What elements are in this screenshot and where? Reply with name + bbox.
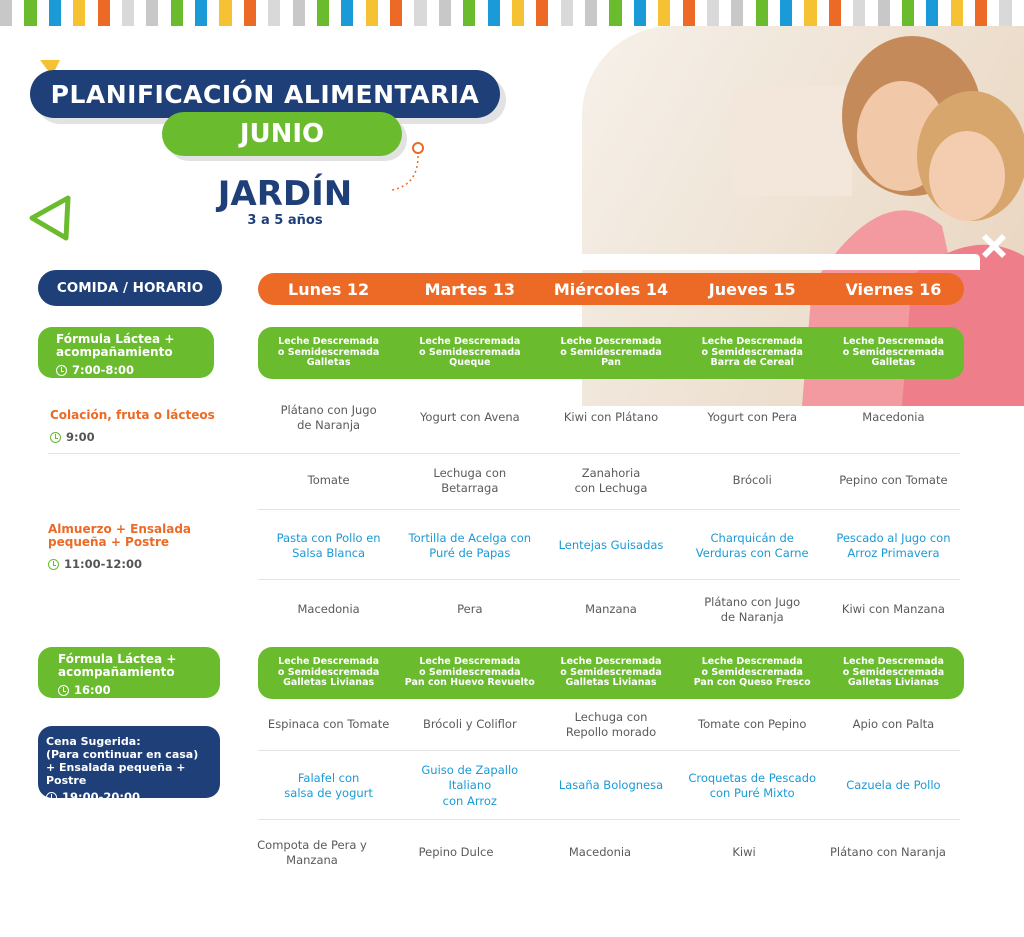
stripe [171, 0, 183, 26]
menu-cell-line: con Puré Mixto [709, 786, 795, 800]
menu-cell [672, 840, 816, 866]
menu-cell-line: Yogurt con Pera [707, 410, 798, 425]
menu-cell [399, 588, 540, 632]
stripe [146, 0, 158, 26]
day-friday: Viernes 16 [845, 279, 942, 299]
row-divider [258, 509, 960, 510]
section-almuerzo [48, 523, 191, 571]
menu-cell [540, 392, 681, 444]
menu-cell [540, 760, 681, 812]
row-divider [258, 750, 960, 751]
stripe [817, 0, 829, 26]
section-time [50, 430, 215, 444]
menu-cell-line: Tortilla de Acelga con [408, 530, 532, 545]
menu-cell [540, 458, 681, 504]
section-formula-afternoon [38, 647, 220, 698]
section-cena [38, 726, 220, 804]
clock-icon [46, 792, 57, 803]
row-divider [258, 579, 960, 580]
menu-cell-line: Yogurt con Avena [419, 410, 520, 425]
day-monday: Lunes 12 [288, 279, 370, 299]
menu-cell-line: o Semidescremada [701, 346, 803, 358]
menu-cell-line: Leche Descremada [560, 336, 662, 348]
menu-cell [823, 520, 964, 572]
menu-cell-line: Pan con Huevo Revuelto [404, 677, 535, 689]
menu-cell-line: Plátano con Jugo [280, 402, 377, 417]
menu-cell [258, 760, 399, 812]
section-time [58, 683, 176, 697]
stripe [256, 0, 268, 26]
menu-cell-line: Charquicán de [710, 530, 794, 545]
menu-cell-line: o Semidescremada [842, 346, 945, 358]
month-badge: JUNIO [162, 112, 402, 156]
photo-bottom-mask [0, 240, 1024, 270]
menu-cell-line: Pepino Dulce [418, 845, 494, 860]
menu-cell-line: Leche Descremada [278, 656, 380, 668]
stripe [12, 0, 24, 26]
stripe [780, 0, 792, 26]
menu-cell [258, 392, 399, 444]
stripe [914, 0, 926, 26]
menu-cell [258, 327, 399, 379]
stripe [622, 0, 634, 26]
stripe [317, 0, 329, 26]
menu-cell-line: Guiso de Zapallo Italiano [421, 762, 519, 793]
menu-cell [823, 760, 964, 812]
menu-cell-line: Plátano con Jugo [704, 594, 801, 609]
stripe [634, 0, 646, 26]
stripe [268, 0, 280, 26]
menu-cell-line: o Semidescremada [277, 666, 380, 678]
stripe [731, 0, 743, 26]
day-tuesday: Martes 13 [424, 279, 516, 299]
menu-cell [528, 840, 672, 866]
menu-row-almuerzo-plato [258, 520, 964, 572]
section-time [48, 557, 191, 571]
stripe [890, 0, 902, 26]
menu-cell [823, 647, 964, 699]
stripe [902, 0, 914, 26]
menu-cell-line: Tomate con Pepino [698, 717, 807, 732]
menu-cell [540, 327, 681, 379]
stripe [158, 0, 170, 26]
stripe [829, 0, 841, 26]
menu-row-almuerzo-ensalada [258, 458, 964, 504]
stripe [122, 0, 134, 26]
menu-cell [540, 588, 681, 632]
stripe [232, 0, 244, 26]
menu-row-formula-afternoon [258, 647, 964, 699]
stripe [573, 0, 585, 26]
stripe [414, 0, 426, 26]
section-name: Cena Sugerida: [46, 735, 141, 748]
stripe [646, 0, 658, 26]
menu-cell-line: Espinaca con Tomate [267, 717, 390, 732]
menu-cell-line: Brócoli [732, 473, 772, 488]
menu-cell [399, 704, 540, 746]
menu-cell-line: Pan con Queso Fresco [693, 677, 811, 689]
stripe [244, 0, 256, 26]
menu-cell [682, 647, 823, 699]
stripe [134, 0, 146, 26]
menu-cell [399, 327, 540, 379]
menu-cell-line: Leche Descremada [701, 336, 803, 348]
clock-icon [56, 365, 67, 376]
menu-cell-line: o Semidescremada [419, 666, 521, 678]
menu-cell [823, 458, 964, 504]
menu-cell [682, 520, 823, 572]
time-text: 11:00-12:00 [64, 557, 142, 571]
menu-cell-line: Brócoli y Coliflor [422, 717, 517, 732]
menu-cell [682, 760, 823, 812]
menu-cell-line: o Semidescremada [560, 346, 662, 358]
stripe [293, 0, 305, 26]
menu-row-cena-postre [240, 837, 960, 867]
stripe [61, 0, 73, 26]
menu-row-cena-plato [258, 760, 964, 812]
menu-cell-line: Verduras con Carne [695, 546, 809, 560]
stripe [804, 0, 816, 26]
menu-cell-line: Pan [601, 357, 621, 369]
stripe [841, 0, 853, 26]
menu-cell [682, 458, 823, 504]
menu-cell-line: Macedonia [568, 845, 632, 860]
stripe [85, 0, 97, 26]
stripe [512, 0, 524, 26]
section-time [56, 363, 174, 377]
stripe [451, 0, 463, 26]
menu-cell-line: Puré de Papas [429, 546, 511, 560]
menu-cell [823, 327, 964, 379]
menu-cell-line: o Semidescremada [277, 346, 380, 358]
days-header [258, 273, 964, 305]
stripe [37, 0, 49, 26]
stripe [195, 0, 207, 26]
stripe [305, 0, 317, 26]
stripe [280, 0, 292, 26]
menu-cell [682, 588, 823, 632]
clock-icon [58, 685, 69, 696]
menu-cell-line: Pepino con Tomate [839, 473, 948, 488]
stripe [853, 0, 865, 26]
section-name: acompañamiento [56, 345, 173, 359]
menu-cell-line: Leche Descremada [419, 656, 521, 668]
stripe [183, 0, 195, 26]
menu-cell [540, 704, 681, 746]
section-name: Fórmula Láctea + [56, 332, 175, 346]
menu-cell-line: Apio con Palta [852, 717, 935, 732]
menu-cell [258, 520, 399, 572]
menu-cell-line: Galletas [871, 357, 916, 369]
stripe [390, 0, 402, 26]
menu-cell [399, 392, 540, 444]
menu-cell-line: Kiwi con Plátano [563, 410, 659, 425]
stripe [561, 0, 573, 26]
level-title: JARDÍN [217, 174, 353, 214]
stripe [951, 0, 963, 26]
menu-cell [258, 588, 399, 632]
stripe [609, 0, 621, 26]
stripe [378, 0, 390, 26]
menu-cell-line: Repollo morado [565, 725, 657, 739]
menu-cell [258, 704, 399, 746]
stripe [792, 0, 804, 26]
stripe [329, 0, 341, 26]
menu-cell-line: de Naranja [720, 610, 784, 624]
menu-cell [258, 647, 399, 699]
menu-cell [816, 840, 960, 866]
stripe [999, 0, 1011, 26]
stripe [488, 0, 500, 26]
clock-icon [50, 432, 61, 443]
menu-cell-line: Salsa Blanca [292, 546, 366, 560]
menu-cell-line: Zanahoria [581, 465, 641, 480]
menu-cell [258, 458, 399, 504]
stripe [207, 0, 219, 26]
stripe [683, 0, 695, 26]
section-name: + Ensalada pequeña + Postre [46, 761, 186, 787]
stripe [366, 0, 378, 26]
stripe [963, 0, 975, 26]
section-name: Colación, fruta o lácteos [50, 408, 215, 422]
menu-cell [540, 520, 681, 572]
menu-cell-line: Kiwi con Manzana [841, 602, 945, 617]
menu-cell-line: Galletas Livianas [283, 677, 375, 689]
menu-cell-line: Barra de Cereal [710, 357, 794, 369]
stripe [548, 0, 560, 26]
stripe [597, 0, 609, 26]
stripe [865, 0, 877, 26]
menu-cell-line: Macedonia [862, 410, 925, 425]
menu-cell [682, 327, 823, 379]
section-name: (Para continuar en casa) [46, 748, 199, 761]
menu-cell [384, 840, 528, 866]
menu-cell-line: Pasta con Pollo en [276, 530, 381, 545]
time-text: 19:00-20:00 [62, 790, 140, 804]
stripe [500, 0, 512, 26]
menu-cell-line: Galletas [306, 357, 351, 369]
stripe [524, 0, 536, 26]
menu-cell-line: Leche Descremada [842, 656, 944, 668]
section-name: Almuerzo + Ensalada [48, 522, 192, 536]
menu-cell-line: salsa de yogurt [284, 786, 373, 800]
stripe [402, 0, 414, 26]
menu-cell [823, 392, 964, 444]
plus-deco-icon [978, 230, 1010, 262]
menu-cell-line: Lechuga con Betarraga [433, 465, 507, 495]
stripe [341, 0, 353, 26]
menu-cell-line: Queque [449, 357, 491, 369]
menu-cell-line: Pescado al Jugo con [836, 530, 951, 545]
stripe [439, 0, 451, 26]
menu-cell-line: Plátano con Naranja [830, 845, 946, 860]
menu-row-formula-morning [258, 327, 964, 379]
menu-cell-line: con Lechuga [574, 481, 648, 495]
menu-cell-line: o Semidescremada [419, 346, 521, 358]
menu-cell [399, 520, 540, 572]
page-title: PLANIFICACIÓN ALIMENTARIA [30, 70, 500, 118]
stripe [98, 0, 110, 26]
stripe [219, 0, 231, 26]
time-text: 9:00 [66, 430, 95, 444]
stripe [743, 0, 755, 26]
menu-cell-line: Lasaña Bolognesa [558, 778, 664, 793]
menu-cell [399, 458, 540, 504]
stripe [926, 0, 938, 26]
menu-cell-line: Galletas Livianas [847, 677, 939, 689]
day-wednesday: Miércoles 14 [553, 279, 669, 299]
clock-icon [48, 559, 59, 570]
section-name: Fórmula Láctea + [58, 652, 177, 666]
stripe [24, 0, 36, 26]
menu-cell-line: Tomate [307, 473, 350, 488]
menu-cell [823, 588, 964, 632]
menu-cell-line: Croquetas de Pescado [688, 770, 817, 785]
menu-cell-line: Leche Descremada [842, 336, 944, 348]
stripe [695, 0, 707, 26]
menu-cell [540, 647, 681, 699]
section-colacion [50, 409, 215, 444]
menu-cell-line: Compota de Pera y Manzana [257, 837, 367, 867]
menu-cell-line: Kiwi [732, 845, 756, 860]
menu-cell [682, 392, 823, 444]
green-triangle-icon [26, 190, 76, 242]
menu-cell-line: de Naranja [297, 418, 361, 432]
stripe [987, 0, 999, 26]
stripe [938, 0, 950, 26]
time-text: 16:00 [74, 683, 111, 697]
menu-cell-line: Galletas Livianas [565, 677, 657, 689]
time-text: 7:00-8:00 [72, 363, 134, 377]
menu-cell-line: Arroz Primavera [847, 546, 940, 560]
menu-cell-line: Falafel con [297, 770, 360, 785]
menu-row-almuerzo-postre [258, 588, 964, 632]
section-name: acompañamiento [58, 665, 175, 679]
menu-cell [240, 837, 384, 867]
stripe [756, 0, 768, 26]
stripe [707, 0, 719, 26]
corner-label: COMIDA / HORARIO [38, 270, 222, 306]
stripe [49, 0, 61, 26]
stripe [463, 0, 475, 26]
menu-cell-line: Leche Descremada [560, 656, 662, 668]
menu-cell-line: o Semidescremada [842, 666, 945, 678]
stripe [768, 0, 780, 26]
menu-cell-line: Leche Descremada [419, 336, 521, 348]
decorative-stripes [0, 0, 1024, 26]
menu-cell-line: Cazuela de Pollo [846, 778, 941, 793]
section-time [46, 790, 220, 804]
stripe [585, 0, 597, 26]
menu-cell [682, 704, 823, 746]
menu-cell [399, 760, 540, 812]
section-name: pequeña + Postre [48, 535, 170, 549]
menu-cell-line: o Semidescremada [701, 666, 803, 678]
stripe [536, 0, 548, 26]
stripe [658, 0, 670, 26]
age-range: 3 a 5 años [247, 213, 323, 228]
menu-cell-line: o Semidescremada [560, 666, 662, 678]
menu-cell-line: Lentejas Guisadas [558, 538, 664, 553]
stripe [427, 0, 439, 26]
menu-row-colacion [258, 392, 964, 444]
menu-cell-line: con Arroz [442, 793, 497, 808]
menu-cell-line: Manzana [585, 602, 637, 617]
row-divider [48, 453, 960, 454]
stripe [1012, 0, 1024, 26]
section-formula-morning [38, 327, 214, 378]
stripe [719, 0, 731, 26]
menu-cell-line: Leche Descremada [701, 656, 803, 668]
stripe [975, 0, 987, 26]
row-divider [258, 819, 960, 820]
menu-cell-line: Leche Descremada [278, 336, 380, 348]
menu-cell [399, 647, 540, 699]
stripe [0, 0, 12, 26]
menu-row-cena-ensalada [258, 704, 964, 746]
menu-cell [823, 704, 964, 746]
stripe [353, 0, 365, 26]
stripe [670, 0, 682, 26]
stripe [878, 0, 890, 26]
stripe [475, 0, 487, 26]
stripe [110, 0, 122, 26]
day-thursday: Jueves 15 [708, 279, 796, 299]
menu-cell-line: Lechuga con [574, 709, 648, 724]
stripe [73, 0, 85, 26]
menu-cell-line: Macedonia [297, 602, 360, 617]
menu-cell-line: Pera [457, 602, 483, 617]
